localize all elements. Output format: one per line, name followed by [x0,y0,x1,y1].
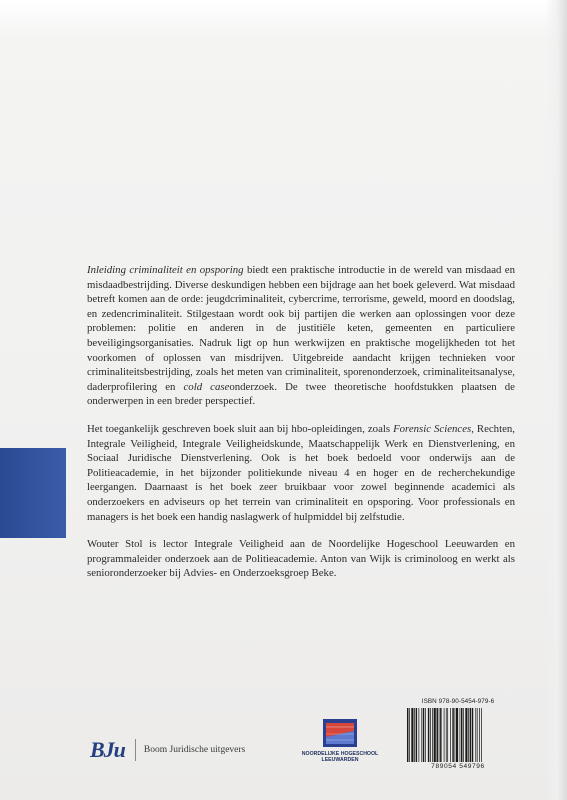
author-bio: Wouter Stol is lector Integrale Veiligheid aan de Noordelijke Hogeschool Leeuwarden en programmaleider onderzoek aan de Politieacademie. Anton van Wijk is criminoloog en werkt als senioronderzoeker bij Advies- en Onderzoeksgroep Beke. [87,538,515,580]
cover-gloss [0,0,567,40]
barcode-icon [404,708,512,762]
publisher-divider [135,739,136,761]
barcode-block [404,698,512,772]
blurb-text [87,263,515,594]
building-logo-icon [290,717,390,751]
blurb-paragraph-1: Inleiding criminaliteit en opsporing biedt een praktische introductie in de wereld van misdaad en misdaadbestrijding. Diverse deskundigen hebben een bijdrage aan het boek geleverd. Wat misdaad betreft komen aan de orde: jeugdcriminaliteit, cybercrime, terrorisme, geweld, moord en doodslag, en zedencriminaliteit. Stilgestaan wordt ook bij partijen die werken aan oplossingen voor deze problemen: politie en anderen in de justitiële keten, gemeenten en particuliere beveiligingsorganisaties. Nadruk ligt op hun werkwijzen en praktische mogelijkheden tot het voorkomen of oplossen van misdrijven. Uitgebreide aandacht krijgen technieken voor criminaliteitsbestrijding, zoals het meten van criminaliteit, sporenonderzoek, criminaliteitsanalyse, daderprofilering en cold caseonderzoek. De twee theoretische hoofdstukken plaatsen de onderwerpen in een breder perspectief. [87,264,515,408]
blurb-paragraph-2: Het toegankelijk geschreven boek sluit aan bij hbo-opleidingen, zoals Forensic Sciences, Rechten, Integrale Veiligheid, Integrale Veiligheidskunde, Maatschappelijk Werk en Dienstverlening, en Sociaal Juridische Dienstverlening. Ook is het boek bedoeld voor onderwijs aan de Politieacademie, in het bijzonder politiekunde niveau 4 en hoger en de recherchekundige leergangen. Daarnaast is het boek zeer bruikbaar voor zowel beginnende academici als onderzoekers en adviseurs op het terrein van criminaliteit en opsporing. Voor professionals en managers is het boek een handig naslagwerk of hulpmiddel bij zelfstudie. [87,422,515,523]
publisher-block [90,735,245,765]
school-name: NOORDELIJKE HOGESCHOOL LEEUWARDEN [301,751,379,763]
book-title-italic: Inleiding criminaliteit en opsporing [87,264,244,276]
blue-side-band [0,448,66,538]
school-logo-block [290,717,390,767]
publisher-logo: BJu [90,737,125,762]
publisher-name: Boom Juridische uitgevers [143,745,246,755]
isbn-text: ISBN 978-90-5454-979-6 [421,698,495,705]
cover-edge-shading [545,0,567,800]
barcode-digits: 789054 549796 [431,763,485,770]
